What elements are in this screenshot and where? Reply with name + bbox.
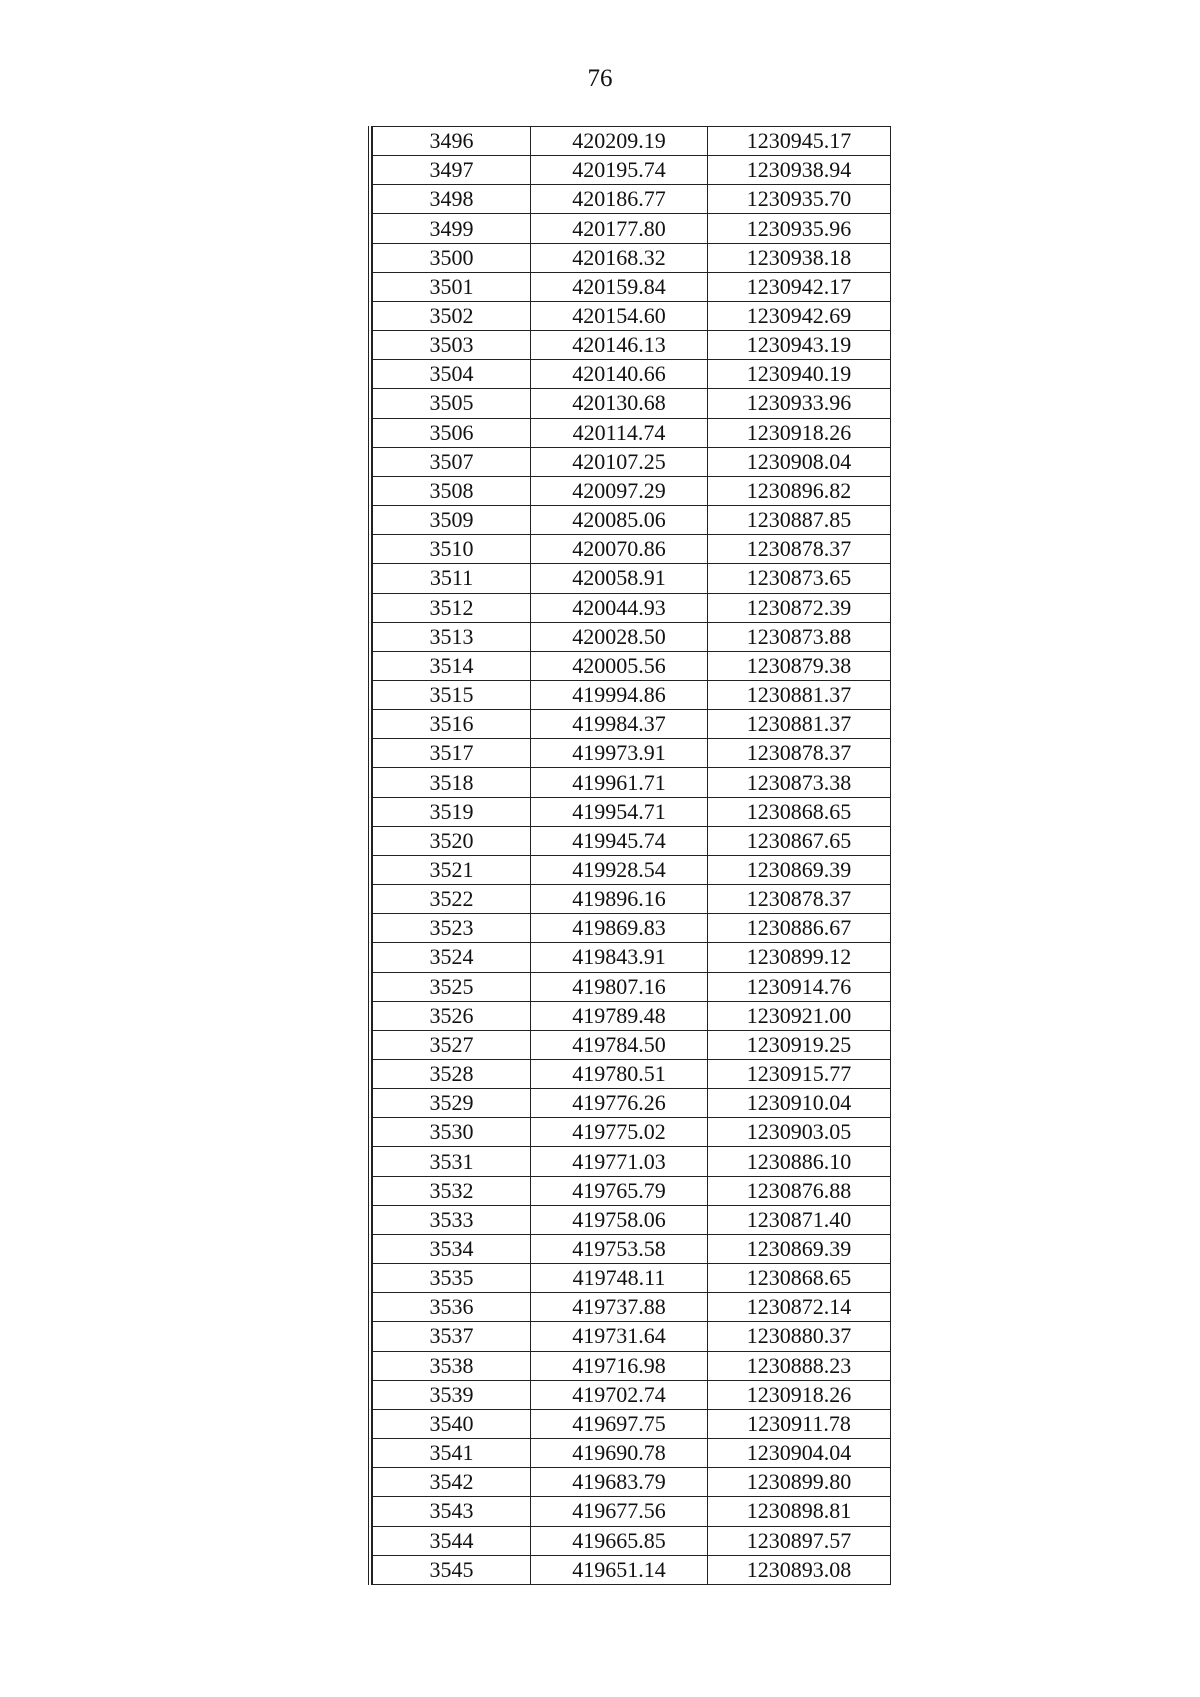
y-coordinate-cell: 1230938.94: [708, 156, 891, 185]
table-row: [373, 389, 891, 418]
table-row: [373, 1409, 891, 1438]
point-number-cell: 3508: [373, 476, 531, 505]
point-number-cell: 3511: [373, 564, 531, 593]
y-coordinate-cell: 1230911.78: [708, 1409, 891, 1438]
table-row: [373, 680, 891, 709]
x-coordinate-cell: 420005.56: [531, 651, 708, 680]
point-number-cell: 3545: [373, 1555, 531, 1584]
x-coordinate-cell: 419716.98: [531, 1351, 708, 1380]
table-row: [373, 1439, 891, 1468]
x-coordinate-cell: 419780.51: [531, 1060, 708, 1089]
x-coordinate-cell: 419776.26: [531, 1089, 708, 1118]
point-number-cell: 3523: [373, 914, 531, 943]
x-coordinate-cell: 420186.77: [531, 185, 708, 214]
y-coordinate-cell: 1230935.70: [708, 185, 891, 214]
y-coordinate-cell: 1230896.82: [708, 476, 891, 505]
point-number-cell: 3530: [373, 1118, 531, 1147]
table-row: [373, 156, 891, 185]
table-row: [373, 535, 891, 564]
table-row: [373, 826, 891, 855]
x-coordinate-cell: 419984.37: [531, 710, 708, 739]
table-row: [373, 1293, 891, 1322]
y-coordinate-cell: 1230873.65: [708, 564, 891, 593]
y-coordinate-cell: 1230881.37: [708, 710, 891, 739]
table-row: [373, 593, 891, 622]
point-number-cell: 3525: [373, 972, 531, 1001]
table-row: [373, 331, 891, 360]
y-coordinate-cell: 1230897.57: [708, 1526, 891, 1555]
x-coordinate-cell: 419748.11: [531, 1264, 708, 1293]
x-coordinate-cell: 419869.83: [531, 914, 708, 943]
x-coordinate-cell: 420146.13: [531, 331, 708, 360]
y-coordinate-cell: 1230868.65: [708, 1264, 891, 1293]
x-coordinate-cell: 419702.74: [531, 1380, 708, 1409]
x-coordinate-cell: 419651.14: [531, 1555, 708, 1584]
point-number-cell: 3535: [373, 1264, 531, 1293]
y-coordinate-cell: 1230872.39: [708, 593, 891, 622]
y-coordinate-cell: 1230918.26: [708, 418, 891, 447]
y-coordinate-cell: 1230879.38: [708, 651, 891, 680]
y-coordinate-cell: 1230942.17: [708, 272, 891, 301]
y-coordinate-cell: 1230935.96: [708, 214, 891, 243]
y-coordinate-cell: 1230869.39: [708, 855, 891, 884]
table-row: [373, 1555, 891, 1584]
table-row: [373, 1264, 891, 1293]
coordinate-table: [372, 126, 891, 1585]
point-number-cell: 3517: [373, 739, 531, 768]
y-coordinate-cell: 1230919.25: [708, 1030, 891, 1059]
point-number-cell: 3534: [373, 1234, 531, 1263]
y-coordinate-cell: 1230871.40: [708, 1205, 891, 1234]
y-coordinate-cell: 1230940.19: [708, 360, 891, 389]
x-coordinate-cell: 419677.56: [531, 1497, 708, 1526]
y-coordinate-cell: 1230910.04: [708, 1089, 891, 1118]
table-row: [373, 885, 891, 914]
x-coordinate-cell: 420085.06: [531, 506, 708, 535]
point-number-cell: 3518: [373, 768, 531, 797]
point-number-cell: 3527: [373, 1030, 531, 1059]
table-row: [373, 447, 891, 476]
point-number-cell: 3541: [373, 1439, 531, 1468]
point-number-cell: 3524: [373, 943, 531, 972]
y-coordinate-cell: 1230878.37: [708, 535, 891, 564]
table-row: [373, 272, 891, 301]
point-number-cell: 3513: [373, 622, 531, 651]
point-number-cell: 3538: [373, 1351, 531, 1380]
point-number-cell: 3514: [373, 651, 531, 680]
x-coordinate-cell: 419807.16: [531, 972, 708, 1001]
x-coordinate-cell: 419758.06: [531, 1205, 708, 1234]
x-coordinate-cell: 419945.74: [531, 826, 708, 855]
table-row: [373, 1351, 891, 1380]
point-number-cell: 3532: [373, 1176, 531, 1205]
y-coordinate-cell: 1230887.85: [708, 506, 891, 535]
table-row: [373, 1030, 891, 1059]
x-coordinate-cell: 419961.71: [531, 768, 708, 797]
x-coordinate-cell: 420130.68: [531, 389, 708, 418]
x-coordinate-cell: 419697.75: [531, 1409, 708, 1438]
y-coordinate-cell: 1230886.10: [708, 1147, 891, 1176]
point-number-cell: 3528: [373, 1060, 531, 1089]
y-coordinate-cell: 1230878.37: [708, 739, 891, 768]
point-number-cell: 3522: [373, 885, 531, 914]
point-number-cell: 3519: [373, 797, 531, 826]
table-row: [373, 1001, 891, 1030]
y-coordinate-cell: 1230938.18: [708, 243, 891, 272]
point-number-cell: 3496: [373, 127, 531, 156]
table-row: [373, 1089, 891, 1118]
x-coordinate-cell: 419737.88: [531, 1293, 708, 1322]
point-number-cell: 3507: [373, 447, 531, 476]
point-number-cell: 3501: [373, 272, 531, 301]
table-row: [373, 768, 891, 797]
point-number-cell: 3536: [373, 1293, 531, 1322]
x-coordinate-cell: 419994.86: [531, 680, 708, 709]
x-coordinate-cell: 420154.60: [531, 301, 708, 330]
table-row: [373, 185, 891, 214]
x-coordinate-cell: 420070.86: [531, 535, 708, 564]
point-number-cell: 3543: [373, 1497, 531, 1526]
x-coordinate-cell: 420177.80: [531, 214, 708, 243]
x-coordinate-cell: 419775.02: [531, 1118, 708, 1147]
table-row: [373, 1497, 891, 1526]
table-row: [373, 1176, 891, 1205]
x-coordinate-cell: 420140.66: [531, 360, 708, 389]
table-row: [373, 506, 891, 535]
y-coordinate-cell: 1230873.38: [708, 768, 891, 797]
x-coordinate-cell: 419784.50: [531, 1030, 708, 1059]
table-row: [373, 622, 891, 651]
y-coordinate-cell: 1230904.04: [708, 1439, 891, 1468]
y-coordinate-cell: 1230873.88: [708, 622, 891, 651]
y-coordinate-cell: 1230903.05: [708, 1118, 891, 1147]
x-coordinate-cell: 419731.64: [531, 1322, 708, 1351]
point-number-cell: 3540: [373, 1409, 531, 1438]
table-row: [373, 651, 891, 680]
y-coordinate-cell: 1230898.81: [708, 1497, 891, 1526]
x-coordinate-cell: 419928.54: [531, 855, 708, 884]
y-coordinate-cell: 1230869.39: [708, 1234, 891, 1263]
table-row: [373, 855, 891, 884]
table-row: [373, 1205, 891, 1234]
x-coordinate-cell: 420195.74: [531, 156, 708, 185]
y-coordinate-cell: 1230886.67: [708, 914, 891, 943]
y-coordinate-cell: 1230942.69: [708, 301, 891, 330]
y-coordinate-cell: 1230921.00: [708, 1001, 891, 1030]
point-number-cell: 3509: [373, 506, 531, 535]
page-number: 76: [587, 65, 613, 92]
y-coordinate-cell: 1230899.12: [708, 943, 891, 972]
point-number-cell: 3521: [373, 855, 531, 884]
table-row: [373, 127, 891, 156]
table-row: [373, 564, 891, 593]
point-number-cell: 3516: [373, 710, 531, 739]
y-coordinate-cell: 1230888.23: [708, 1351, 891, 1380]
y-coordinate-cell: 1230868.65: [708, 797, 891, 826]
y-coordinate-cell: 1230867.65: [708, 826, 891, 855]
x-coordinate-cell: 420097.29: [531, 476, 708, 505]
y-coordinate-cell: 1230908.04: [708, 447, 891, 476]
table-row: [373, 1468, 891, 1497]
table-row: [373, 1380, 891, 1409]
point-number-cell: 3544: [373, 1526, 531, 1555]
x-coordinate-cell: 420159.84: [531, 272, 708, 301]
x-coordinate-cell: 420058.91: [531, 564, 708, 593]
table-row: [373, 360, 891, 389]
x-coordinate-cell: 419954.71: [531, 797, 708, 826]
table-row: [373, 418, 891, 447]
y-coordinate-cell: 1230878.37: [708, 885, 891, 914]
coordinate-table-body: [373, 127, 891, 1585]
y-coordinate-cell: 1230872.14: [708, 1293, 891, 1322]
point-number-cell: 3500: [373, 243, 531, 272]
point-number-cell: 3512: [373, 593, 531, 622]
point-number-cell: 3539: [373, 1380, 531, 1409]
point-number-cell: 3505: [373, 389, 531, 418]
table-row: [373, 243, 891, 272]
x-coordinate-cell: 419765.79: [531, 1176, 708, 1205]
x-coordinate-cell: 419771.03: [531, 1147, 708, 1176]
x-coordinate-cell: 419789.48: [531, 1001, 708, 1030]
point-number-cell: 3542: [373, 1468, 531, 1497]
table-row: [373, 914, 891, 943]
y-coordinate-cell: 1230918.26: [708, 1380, 891, 1409]
table-row: [373, 797, 891, 826]
x-coordinate-cell: 420209.19: [531, 127, 708, 156]
table-row: [373, 1526, 891, 1555]
x-coordinate-cell: 419973.91: [531, 739, 708, 768]
point-number-cell: 3499: [373, 214, 531, 243]
y-coordinate-cell: 1230914.76: [708, 972, 891, 1001]
table-row: [373, 1322, 891, 1351]
table-row: [373, 1060, 891, 1089]
y-coordinate-cell: 1230893.08: [708, 1555, 891, 1584]
point-number-cell: 3526: [373, 1001, 531, 1030]
point-number-cell: 3537: [373, 1322, 531, 1351]
x-coordinate-cell: 420114.74: [531, 418, 708, 447]
point-number-cell: 3502: [373, 301, 531, 330]
x-coordinate-cell: 419753.58: [531, 1234, 708, 1263]
table-row: [373, 1118, 891, 1147]
y-coordinate-cell: 1230876.88: [708, 1176, 891, 1205]
y-coordinate-cell: 1230933.96: [708, 389, 891, 418]
x-coordinate-cell: 419665.85: [531, 1526, 708, 1555]
table-row: [373, 972, 891, 1001]
table-row: [373, 1234, 891, 1263]
table-row: [373, 710, 891, 739]
x-coordinate-cell: 419843.91: [531, 943, 708, 972]
point-number-cell: 3520: [373, 826, 531, 855]
table-row: [373, 476, 891, 505]
x-coordinate-cell: 420044.93: [531, 593, 708, 622]
point-number-cell: 3498: [373, 185, 531, 214]
point-number-cell: 3497: [373, 156, 531, 185]
point-number-cell: 3531: [373, 1147, 531, 1176]
x-coordinate-cell: 419690.78: [531, 1439, 708, 1468]
y-coordinate-cell: 1230881.37: [708, 680, 891, 709]
x-coordinate-cell: 419683.79: [531, 1468, 708, 1497]
y-coordinate-cell: 1230915.77: [708, 1060, 891, 1089]
y-coordinate-cell: 1230943.19: [708, 331, 891, 360]
table-row: [373, 1147, 891, 1176]
table-row: [373, 739, 891, 768]
y-coordinate-cell: 1230880.37: [708, 1322, 891, 1351]
point-number-cell: 3515: [373, 680, 531, 709]
x-coordinate-cell: 420107.25: [531, 447, 708, 476]
coordinate-table-frame: [368, 126, 894, 1585]
table-row: [373, 301, 891, 330]
point-number-cell: 3504: [373, 360, 531, 389]
table-row: [373, 214, 891, 243]
table-row: [373, 943, 891, 972]
y-coordinate-cell: 1230945.17: [708, 127, 891, 156]
x-coordinate-cell: 419896.16: [531, 885, 708, 914]
y-coordinate-cell: 1230899.80: [708, 1468, 891, 1497]
point-number-cell: 3503: [373, 331, 531, 360]
x-coordinate-cell: 420168.32: [531, 243, 708, 272]
point-number-cell: 3510: [373, 535, 531, 564]
point-number-cell: 3529: [373, 1089, 531, 1118]
point-number-cell: 3506: [373, 418, 531, 447]
x-coordinate-cell: 420028.50: [531, 622, 708, 651]
point-number-cell: 3533: [373, 1205, 531, 1234]
